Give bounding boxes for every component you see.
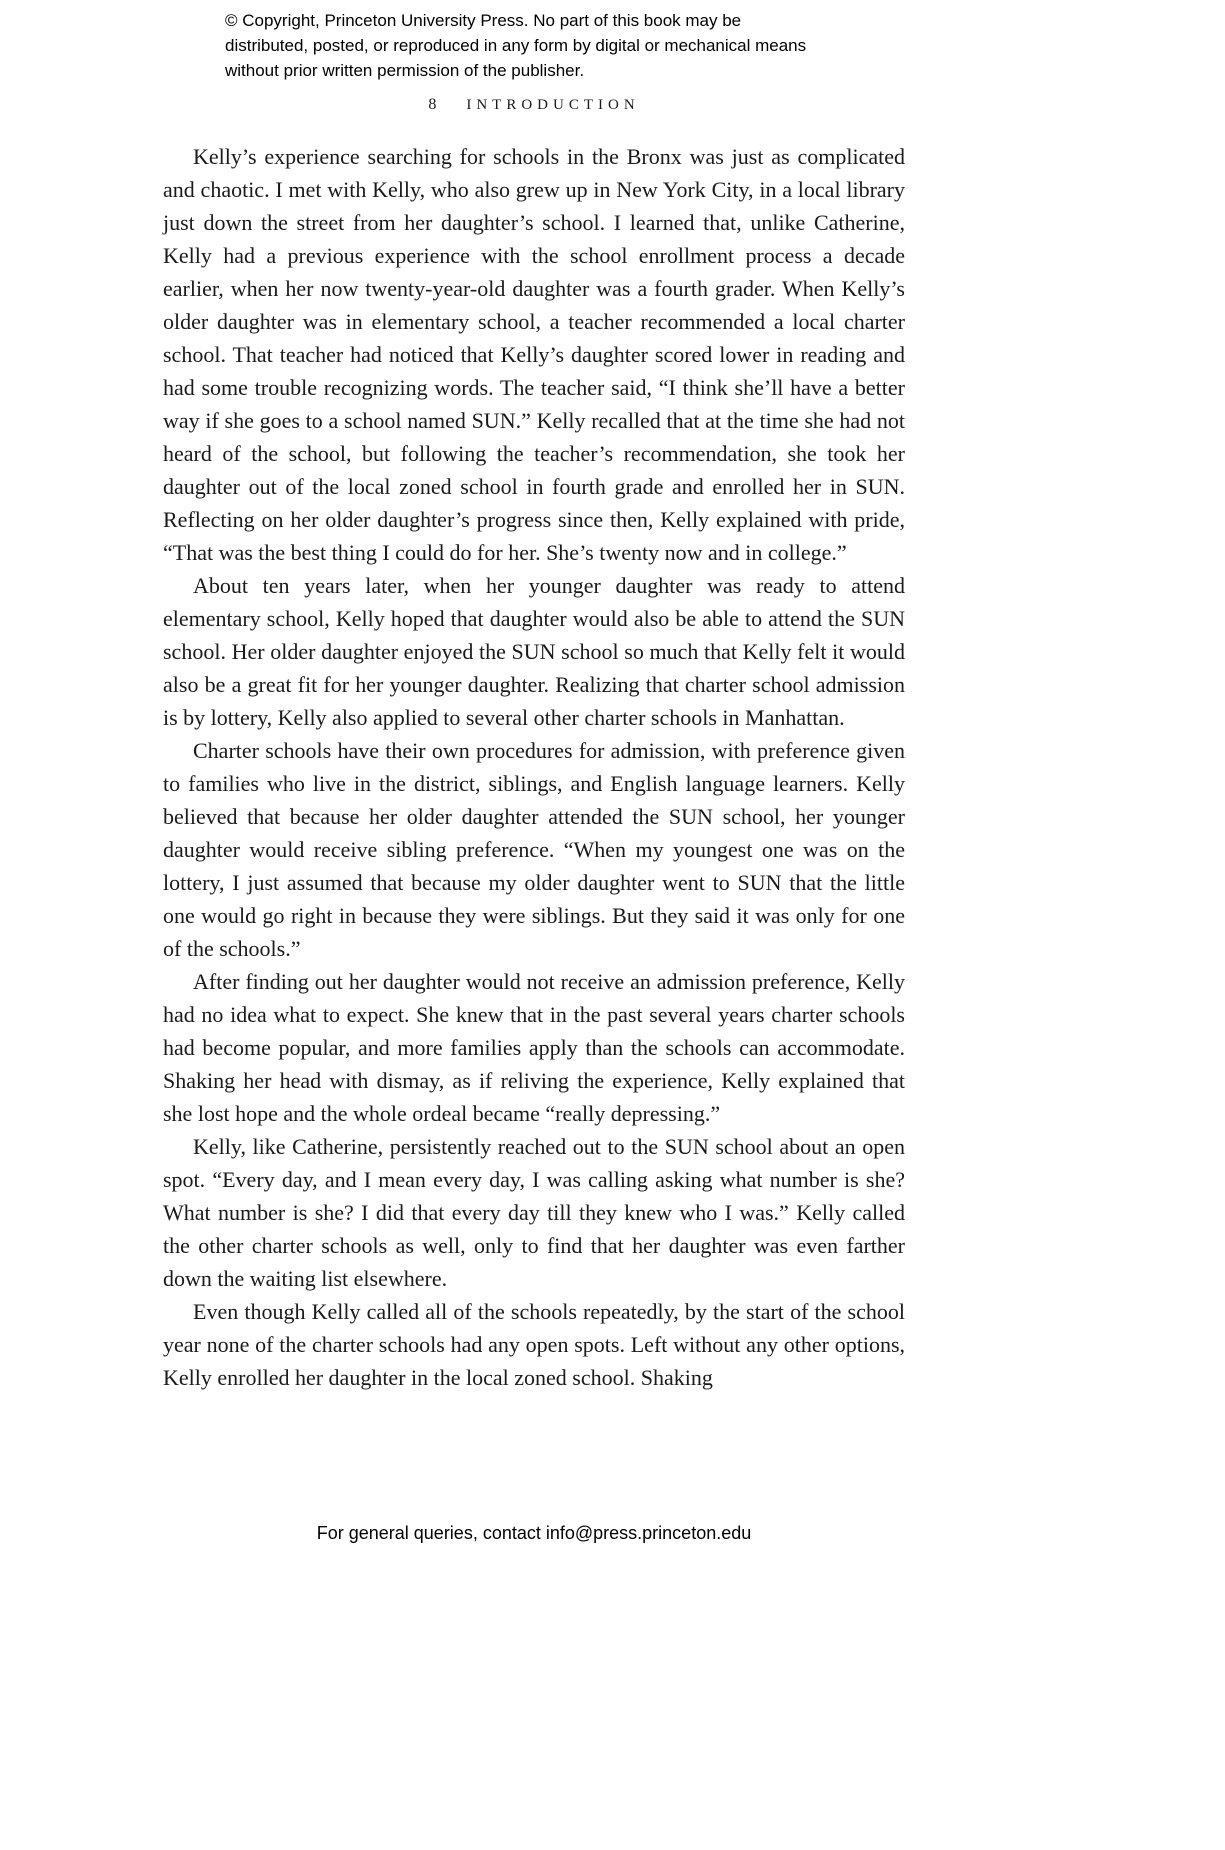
page-number: 8 [428, 96, 437, 113]
paragraph: Kelly’s experience searching for schools in the Bronx was just as complicated and chaotic. I met with Kelly, who also grew up in New York City, in a local library just down the street from her daughter’s school. I learned that, unlike Catherine, Kelly had a previous experience with the school enrollment process a decade earlier, when her now twenty-year-old daughter was a fourth grader. When Kelly’s older daughter was in elementary school, a teacher recommended a local charter school. That teacher had noticed that Kelly’s daughter scored lower in reading and had some trouble recognizing words. The teacher said, “I think she’ll have a better way if she goes to a school named SUN.” Kelly recalled that at the time she had not heard of the school, but following the teacher’s recommendation, she took her daughter out of the local zoned school in fourth grade and enrolled her in SUN. Reflecting on her older daughter’s progress since then, Kelly explained with pride, “That was the best thing I could do for her. She’s twenty now and in college.” [163, 144, 905, 565]
paragraph: After finding out her daughter would not receive an admission preference, Kelly had no idea what to expect. She knew that in the past several years charter schools had become popular, and more families apply than the schools can accommodate. Shaking her head with dismay, as if reliving the experience, Kelly explained that she lost hope and the whole ordeal became “really depressing.” [163, 969, 905, 1126]
paragraph: About ten years later, when her younger daughter was ready to attend elementary school, Kelly hoped that daughter would also be able to attend the SUN school. Her older daughter enjoyed the SUN school so much that Kelly felt it would also be a great fit for her younger daughter. Realizing that charter school admission is by lottery, Kelly also applied to several other charter schools in Manhattan. [163, 573, 905, 730]
paragraph: Charter schools have their own procedures for admission, with preference given to families who live in the district, siblings, and English language learners. Kelly believed that because her older daughter attended the SUN school, her younger daughter would receive sibling preference. “When my youngest one was on the lottery, I just assumed that because my older daughter went to SUN that the little one would go right in because they were siblings. But they said it was only for one of the schools.” [163, 738, 905, 961]
body-text [163, 140, 905, 1394]
running-head: INTRODUCTION [466, 97, 640, 113]
paragraph: Kelly, like Catherine, persistently reached out to the SUN school about an open spot. “Every day, and I mean every day, I was calling asking what number is she? What number is she? I did that every day till they knew who I was.” Kelly called the other charter schools as well, only to find that her daughter was even farther down the waiting list elsewhere. [163, 1134, 905, 1291]
copyright-notice: © Copyright, Princeton University Press. No part of this book may be distributed, posted, or reproduced in any form by digital or mechanical means without prior written permission of the publisher. [225, 11, 807, 80]
footer-contact: For general queries, contact info@press.princeton.edu [316, 1523, 752, 1543]
paragraph: Even though Kelly called all of the schools repeatedly, by the start of the school year none of the charter schools had any open spots. Left without any other options, Kelly enrolled her daughter in the local zoned school. Shaking [163, 1299, 905, 1390]
running-head-row [163, 96, 905, 114]
